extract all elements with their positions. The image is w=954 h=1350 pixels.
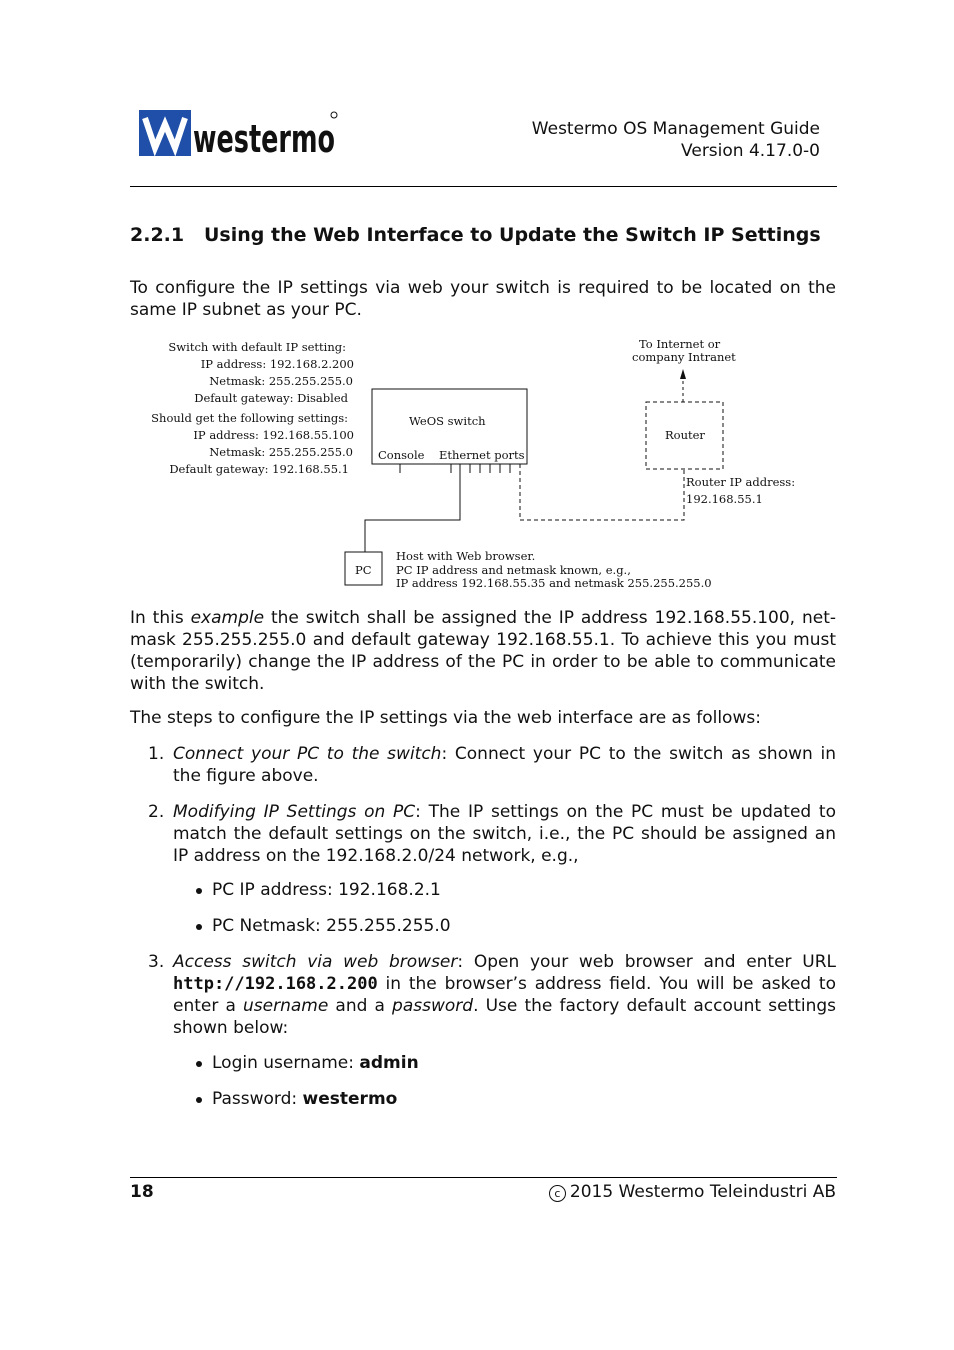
svg-text:Should get the following setti: Should get the following settings: — [151, 411, 348, 425]
page-number: 18 — [130, 1182, 154, 1202]
bullet-icon — [196, 1097, 202, 1103]
ethernet-label: Ethernet ports — [439, 448, 525, 462]
svg-text:westermo: westermo — [193, 117, 335, 161]
svg-text:Default gateway: Disabled: Default gateway: Disabled — [194, 391, 348, 405]
guide-version: Version 4.17.0-0 — [681, 141, 820, 161]
username-value: admin — [359, 1053, 419, 1073]
password-value: westermo — [302, 1089, 398, 1109]
svg-text:IP address: 192.168.55.100: IP address: 192.168.55.100 — [193, 428, 354, 442]
example-paragraph: In this example the switch shall be assigned the IP address 192.168.55.100, net- mask 255.255.255.0 and default gateway 192.168.55.1. To achieve this you must (temporarily) change the IP address of the PC in order to be able to communicate with the switch. — [130, 608, 837, 694]
switch-label: WeOS switch — [409, 414, 486, 428]
copyright-icon: c — [549, 1185, 566, 1202]
host-line-3: IP address 192.168.55.35 and netmask 255.255.255.0 — [396, 576, 712, 590]
bullet-icon — [196, 924, 202, 930]
host-line-2: PC IP address and netmask known, e.g., — [396, 563, 631, 577]
router-ip-value: 192.168.55.1 — [686, 492, 763, 506]
switch-notes — [151, 340, 354, 476]
steps-intro: The steps to configure the IP settings via the web interface are as follows: — [130, 708, 761, 728]
document-title — [532, 118, 820, 162]
guide-title: Westermo OS Management Guide — [531, 119, 820, 139]
router-label: Router — [665, 428, 705, 442]
svg-text:Default gateway: 192.168.55.1: Default gateway: 192.168.55.1 — [169, 462, 349, 476]
host-line-1: Host with Web browser. — [396, 549, 536, 563]
network-diagram — [150, 335, 810, 597]
example-emphasis: example — [190, 608, 265, 628]
intro-paragraph: To configure the IP settings via web your switch is required to be located on the same IP subnet as your PC. — [130, 278, 836, 320]
footer-divider — [130, 1177, 837, 1178]
router-ip-label: Router IP address: — [686, 475, 796, 489]
pc-label: PC — [355, 563, 372, 577]
svg-text:Netmask: 255.255.255.0: Netmask: 255.255.255.0 — [209, 374, 353, 388]
internet-label-2: company Intranet — [632, 350, 736, 364]
arrow-up-icon — [680, 369, 686, 379]
westermo-logo — [139, 110, 339, 161]
svg-text:IP address: 192.168.2.200: IP address: 192.168.2.200 — [200, 357, 354, 371]
bullet-icon — [196, 1061, 202, 1067]
copyright-text: 2015 Westermo Teleindustri AB — [569, 1182, 836, 1202]
console-label: Console — [378, 448, 425, 462]
copyright — [549, 1182, 836, 1202]
pc-link — [365, 464, 460, 552]
svg-text:Netmask: 255.255.255.0: Netmask: 255.255.255.0 — [209, 445, 353, 459]
router-link — [520, 464, 684, 520]
section-number: 2.2.1 — [130, 224, 185, 246]
internet-label-1: To Internet or — [639, 337, 721, 351]
port-ticks — [400, 464, 510, 473]
section-title: Using the Web Interface to Update the Switch IP Settings — [204, 224, 821, 246]
svg-text:Switch with default IP setting: Switch with default IP setting: — [168, 340, 346, 354]
section-heading — [130, 224, 821, 246]
steps-list: 1. Connect your PC to the switch: Connect your PC to the switch as shown in the figure above. 2. Modifying IP Settings on PC: The IP settings on the PC must be updated to match the default settings on the switch, i.e., the PC should be assigned an IP address on the 192.168.2.0/24 network, e.g., PC IP address: 192.168.2.1 PC Netmask: 255.255.255.0 3. Access switch via web browser: Open your web browser and enter URL http://192.168.2.200 in the browser’s address field. You will be asked to enter a username and a password. Use the factory default account settings shown below: Login username: admin Password: westermo — [148, 744, 836, 1109]
url-text: http://192.168.2.200 — [173, 974, 378, 994]
header-divider — [130, 186, 837, 187]
bullet-icon — [196, 888, 202, 894]
